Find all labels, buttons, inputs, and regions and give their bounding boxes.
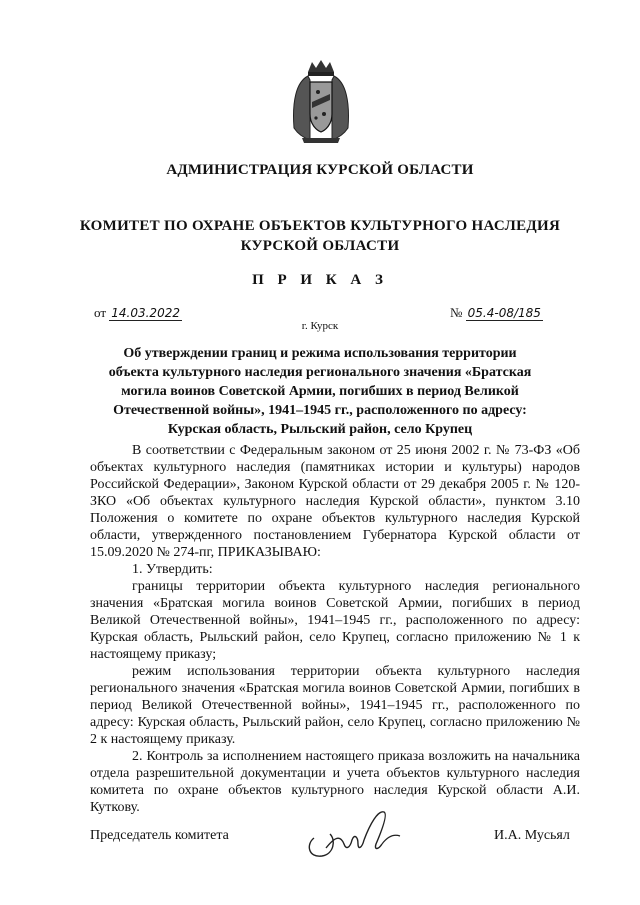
administration-heading: АДМИНИСТРАЦИЯ КУРСКОЙ ОБЛАСТИ (166, 162, 474, 178)
order-body (90, 442, 580, 816)
committee-heading (60, 216, 580, 256)
document-type: П Р И К А З (252, 272, 388, 288)
handwritten-signature (300, 804, 410, 864)
date-prefix: от (94, 305, 107, 320)
paragraph-preamble: В соответствии с Федеральным законом от 25 июня 2002 г. № 73-ФЗ «Об объектах культурного наследия (памятниках истории и культуры) народов Российской Федерации», Законом Курской области от 29 декабря 2005 г. № 120-ЗКО «Об объектах культурного наследия Курской области», пунктом 3.10 Положения о комитете по охране объектов культурного наследия Курской области, утвержденного постановлением Губернатора Курской области от 15.09.2020 № 274-пг, ПРИКАЗЫВАЮ: (90, 443, 580, 560)
signatory-position: Председатель комитета (90, 828, 229, 843)
city: г. Курск (301, 320, 339, 332)
order-date (94, 305, 182, 321)
paragraph-item-2: 2. Контроль за исполнением настоящего приказа возложить на начальника отдела разрешительной документации и учета объектов культурного наследия комитета по охране объектов культурного наследия Курской области А.И. Куткову. (90, 749, 580, 815)
paragraph-item-1: 1. Утвердить: (132, 562, 213, 577)
coat-of-arms-icon (288, 58, 354, 144)
order-number (450, 305, 543, 321)
order-title: Об утверждении границ и режима использования территории объекта культурного наследия регионального значения «Братская могила воинов Советской Армии, погибших в период Великой Отечественной войны», 1941–1945 гг., расположенного по адресу: Курская область, Рыльский район, село Крупец (108, 346, 532, 437)
signatory-name: И.А. Мусьял (494, 828, 570, 843)
committee-line-1: КОМИТЕТ ПО ОХРАНЕ ОБЪЕКТОВ КУЛЬТУРНОГО НАСЛЕДИЯ (79, 218, 561, 234)
number-prefix: № (450, 305, 463, 320)
number-value: 05.4-08/185 (467, 306, 541, 320)
committee-line-2: КУРСКОЙ ОБЛАСТИ (240, 238, 400, 254)
date-value: 14.03.2022 (111, 306, 180, 320)
paragraph-boundaries: границы территории объекта культурного наследия регионального значения «Братская могила воинов Советской Армии, погибших в период Великой Отечественной войны», 1941–1945 гг., расположенного по адресу: Курская область, Рыльский район, село Крупец, согласно приложению № 1 к настоящему приказу; (90, 579, 580, 662)
paragraph-regime: режим использования территории объекта культурного наследия регионального значения «Братская могила воинов Советской Армии, погибших в период Великой Отечественной войны», 1941–1945 гг., расположенного по адресу: Курская область, Рыльский район, село Крупец, согласно приложению № 2 к настоящему приказу. (90, 664, 580, 747)
